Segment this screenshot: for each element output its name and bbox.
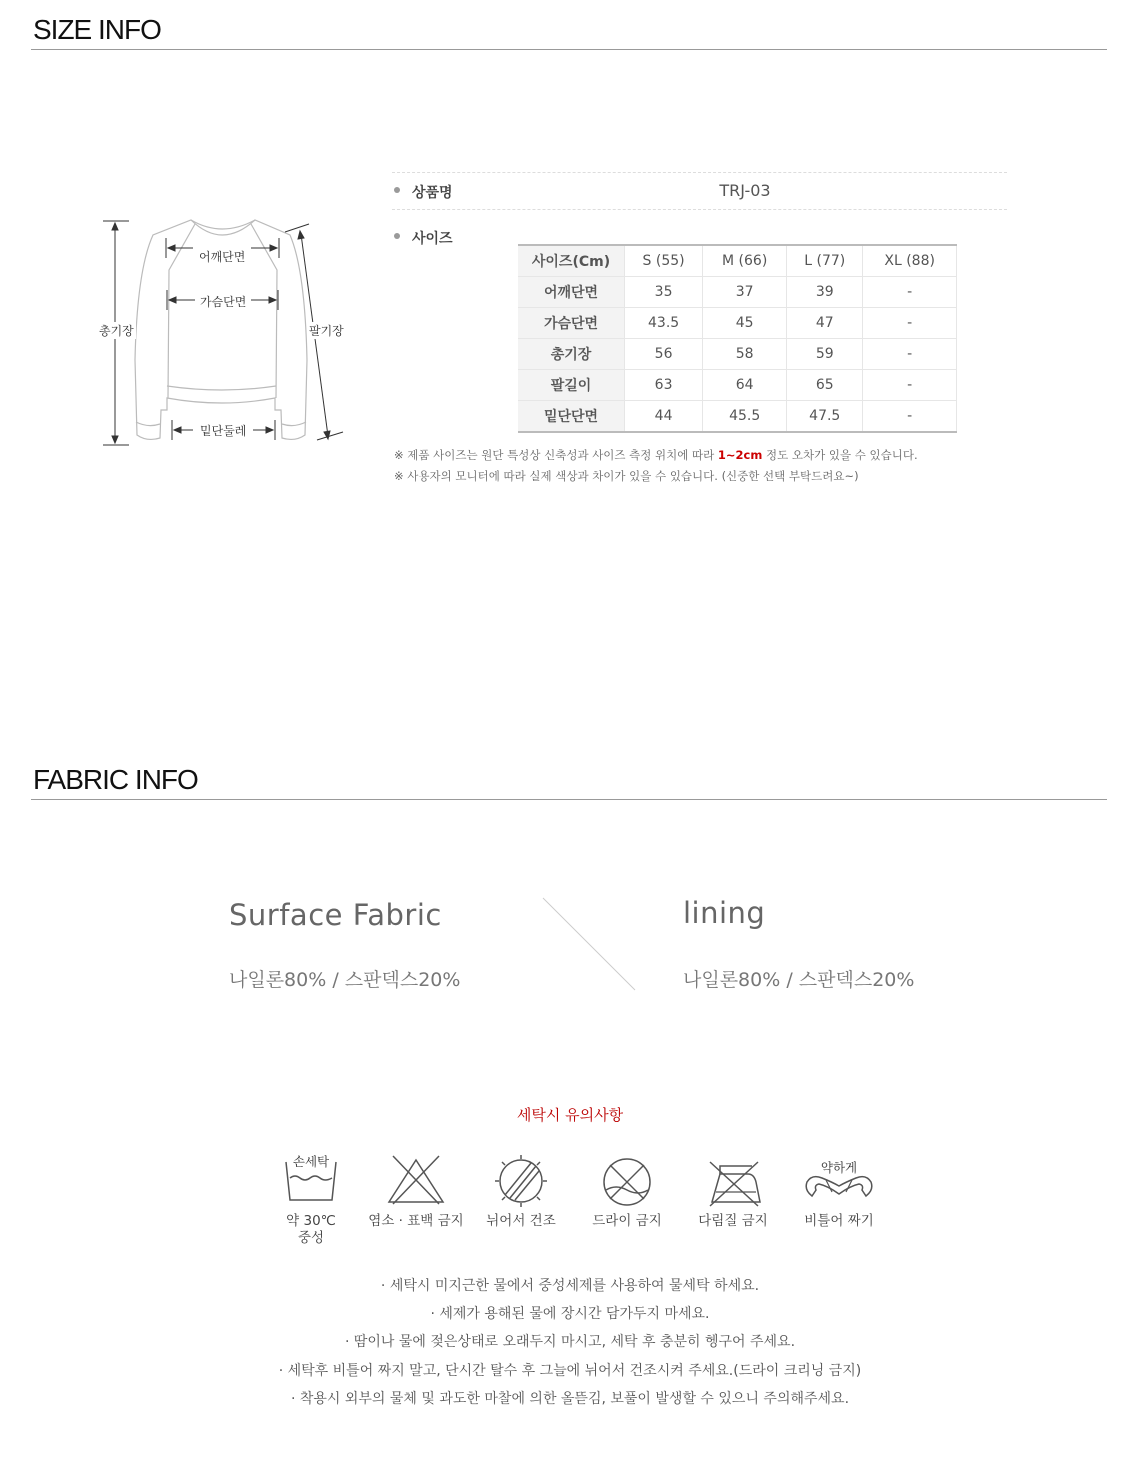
bullet-icon	[394, 187, 400, 193]
hand-wash-top-text: 손세탁	[292, 1154, 330, 1169]
table-cell: -	[863, 339, 957, 370]
table-header-cell: S (55)	[625, 245, 703, 277]
no-iron-label: 다림질 금지	[698, 1213, 768, 1229]
table-cell: 43.5	[625, 308, 703, 339]
size-info-divider	[31, 49, 1107, 50]
row-label: 총기장	[518, 339, 625, 370]
row-label: 가슴단면	[518, 308, 625, 339]
size-note-2: ※ 사용자의 모니터에 따라 실제 색상과 차이가 있을 수 있습니다. (신중한 선택 부탁드려요~)	[394, 469, 859, 483]
table-cell: 47	[787, 308, 863, 339]
bullet-icon	[394, 233, 400, 239]
fabric-info-divider	[31, 799, 1107, 800]
gentle-wring-top-text: 약하게	[820, 1160, 858, 1175]
table-cell: 58	[703, 339, 787, 370]
diagonal-divider	[540, 895, 640, 993]
size-info-title: SIZE INFO	[33, 14, 161, 45]
table-cell: -	[863, 308, 957, 339]
table-row	[518, 401, 957, 433]
sleeve-label: 팔기장	[309, 324, 344, 338]
info-mid-divider	[392, 209, 1007, 210]
table-cell: 45.5	[703, 401, 787, 433]
no-dry-clean-icon	[592, 1152, 662, 1212]
table-cell: -	[863, 277, 957, 308]
table-header-cell: M (66)	[703, 245, 787, 277]
table-cell: 63	[625, 370, 703, 401]
table-cell: 56	[625, 339, 703, 370]
hand-wash-detergent: 중성	[297, 1230, 325, 1246]
note-text: 정도 오차가 있을 수 있습니다.	[762, 448, 918, 462]
table-header-row	[518, 245, 957, 277]
table-cell: 65	[787, 370, 863, 401]
fabric-info-title: FABRIC INFO	[33, 764, 198, 795]
gentle-wring-icon	[804, 1152, 874, 1212]
row-label: 어깨단면	[518, 277, 625, 308]
care-instruction: · 땀이나 물에 젖은상태로 오래두지 마시고, 세탁 후 충분히 헹구어 주세요.	[344, 1334, 796, 1350]
note-text: ※ 제품 사이즈는 원단 특성상 신축성과 사이즈 측정 위치에 따라	[394, 448, 718, 462]
table-cell: 45	[703, 308, 787, 339]
hand-wash-label	[251, 1213, 371, 1247]
care-instruction: · 착용시 외부의 물체 및 과도한 마찰에 의한 올뜯김, 보풀이 발생할 수 있으니 주의해주세요.	[290, 1391, 850, 1407]
table-cell: 44	[625, 401, 703, 433]
table-cell: 35	[625, 277, 703, 308]
dry-flat-icon	[486, 1152, 556, 1212]
hem-label: 밑단둘레	[200, 424, 247, 438]
table-header-cell: L (77)	[787, 245, 863, 277]
no-iron-icon	[698, 1152, 768, 1212]
table-row	[518, 339, 957, 370]
gentle-wring-label: 비틀어 짜기	[804, 1213, 874, 1229]
size-table	[518, 244, 957, 433]
table-cell: -	[863, 401, 957, 433]
shoulder-label: 어깨단면	[199, 250, 246, 264]
surface-fabric-value: 나일론80% / 스판덱스20%	[229, 969, 461, 991]
care-instruction: · 세제가 용해된 물에 장시간 담가두지 마세요.	[430, 1306, 710, 1322]
care-instruction: · 세탁시 미지근한 물에서 중성세제를 사용하여 물세탁 하세요.	[380, 1278, 760, 1294]
lining-title: lining	[683, 896, 766, 930]
table-cell: 39	[787, 277, 863, 308]
hand-wash-temp: 약 30℃	[286, 1213, 336, 1229]
no-bleach-icon	[381, 1152, 451, 1212]
size-label: 사이즈	[412, 231, 453, 247]
table-row	[518, 370, 957, 401]
no-bleach-label: 염소 · 표백 금지	[368, 1213, 464, 1229]
row-label: 밑단단면	[518, 401, 625, 433]
table-header-cell: 사이즈(Cm)	[518, 245, 625, 277]
hand-wash-icon	[276, 1152, 346, 1212]
table-header-cell: XL (88)	[863, 245, 957, 277]
length-label: 총기장	[99, 324, 134, 338]
lining-value: 나일론80% / 스판덱스20%	[683, 969, 915, 991]
info-top-divider	[392, 172, 1007, 173]
table-cell: 37	[703, 277, 787, 308]
care-title: 세탁시 유의사항	[516, 1106, 624, 1124]
table-cell: -	[863, 370, 957, 401]
size-note-1	[394, 447, 918, 463]
table-cell: 47.5	[787, 401, 863, 433]
note-highlight: 1~2cm	[717, 448, 763, 462]
chest-label: 가슴단면	[200, 295, 247, 309]
dry-flat-label: 뉘어서 건조	[486, 1213, 556, 1229]
table-row	[518, 277, 957, 308]
table-cell: 64	[703, 370, 787, 401]
care-instruction: · 세탁후 비틀어 짜지 말고, 단시간 탈수 후 그늘에 뉘어서 건조시켜 주세요.(드라이 크리닝 금지)	[278, 1363, 862, 1379]
surface-fabric-title: Surface Fabric	[229, 898, 442, 932]
row-label: 팔길이	[518, 370, 625, 401]
product-name-value: TRJ-03	[719, 181, 771, 200]
table-cell: 59	[787, 339, 863, 370]
garment-diagram	[95, 210, 350, 455]
product-name-label: 상품명	[412, 185, 453, 201]
no-dry-clean-label: 드라이 금지	[592, 1213, 662, 1229]
table-row	[518, 308, 957, 339]
